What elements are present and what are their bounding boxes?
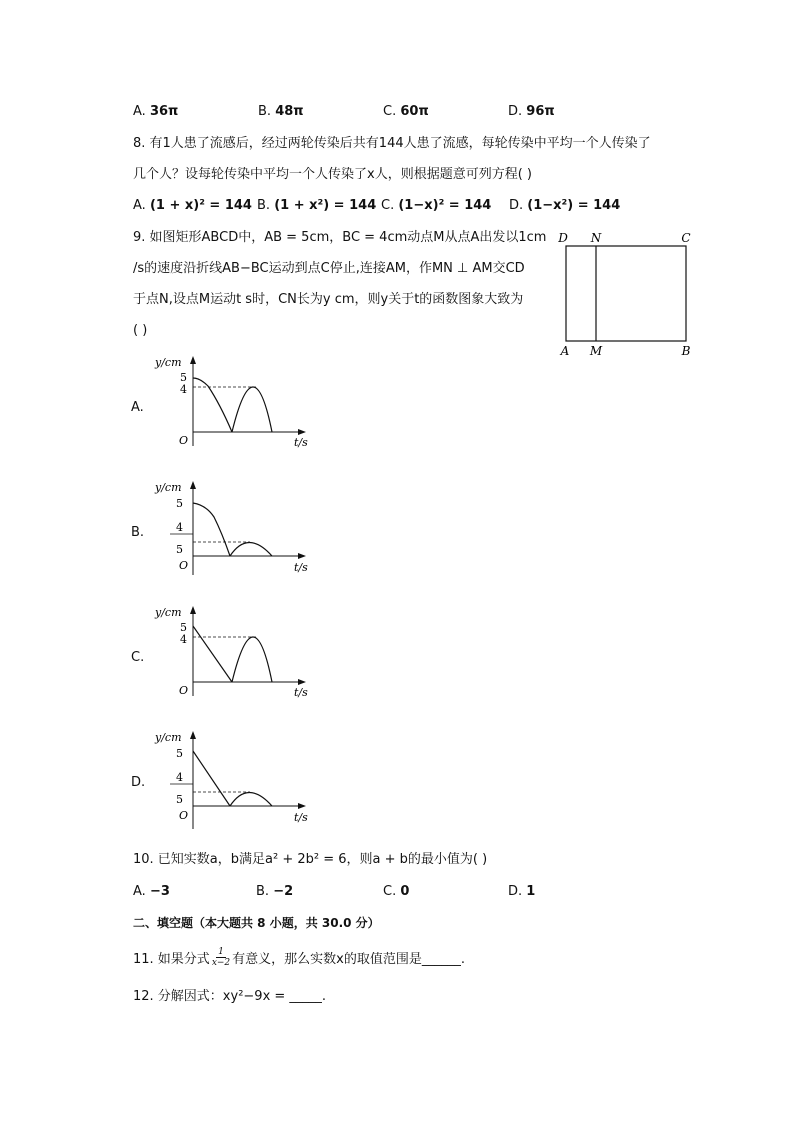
origin-label: O	[179, 684, 189, 697]
q9-line-3: 于点N,设点M运动t s时，CN长为y cm，则y关于t的函数图象大致为	[133, 292, 524, 307]
curve-arch	[232, 387, 272, 432]
curve-decreasing	[193, 378, 232, 432]
q11-post: 有意义，那么实数x的取值范围是______.	[232, 951, 465, 967]
q9-line-1: 9. 如图矩形ABCD中，AB = 5cm，BC = 4cm动点M从点A出发以1cm	[133, 230, 547, 245]
tick-label: 4	[180, 633, 187, 646]
option-letter: A.	[133, 104, 146, 119]
label-n: N	[590, 231, 602, 245]
curve-arch	[230, 543, 272, 557]
fraction-denominator: x−2	[211, 957, 231, 968]
rectangle-abcd	[566, 246, 686, 341]
y-axis-label: y/cm	[155, 356, 182, 369]
section-heading: 二、填空题（本大题共 8 小题，共 30.0 分）	[133, 916, 380, 930]
x-axis-arrow	[298, 429, 306, 435]
option-text: (1−x)² = 144	[398, 198, 492, 213]
origin-label: O	[179, 434, 189, 447]
x-axis-label: t/s	[294, 686, 308, 699]
q10-options	[133, 882, 653, 902]
option-text: 0	[400, 884, 410, 899]
option-text: 1	[526, 884, 536, 899]
option-letter: A.	[133, 198, 146, 213]
option-letter: B.	[256, 884, 270, 899]
option-text: (1−x²) = 144	[527, 198, 621, 213]
option-letter: C.	[383, 884, 397, 899]
option-letter: B.	[257, 198, 271, 213]
option-text: (1 + x²) = 144	[274, 198, 377, 213]
q10-stem: 10. 已知实数a，b满足a² + 2b² = 6，则a + b的最小值为( )	[133, 852, 488, 867]
q12: 12. 分解因式：xy²−9x = _____.	[133, 989, 327, 1004]
y-axis-label: y/cm	[155, 606, 182, 619]
option-text: 96π	[526, 104, 555, 119]
graph-option-b-letter: B.	[131, 525, 145, 540]
y-axis-arrow	[190, 606, 196, 614]
tick-label: 5	[176, 543, 183, 556]
fraction-numerator: 1	[218, 946, 224, 957]
option-text: 36π	[149, 104, 179, 119]
label-a: A	[560, 344, 570, 358]
x-axis-arrow	[298, 803, 306, 809]
x-axis-label: t/s	[294, 436, 308, 449]
option-letter: D.	[508, 104, 523, 119]
graph-option-d	[150, 725, 320, 835]
tick-label: 5	[176, 793, 183, 806]
tick-label: 5	[180, 621, 187, 634]
curve-arch	[232, 637, 272, 682]
option-text: 48π	[275, 104, 304, 119]
x-axis-label: t/s	[294, 561, 308, 574]
x-axis-arrow	[298, 553, 306, 559]
option-letter: B.	[258, 104, 272, 119]
q9-line-4: ( )	[133, 323, 148, 338]
q8-line-1: 8. 有1人患了流感后，经过两轮传染后共有144人患了流感，每轮传染中平均一个人传染了	[133, 136, 651, 151]
graph-option-a-letter: A.	[131, 400, 144, 415]
label-d: D	[558, 231, 568, 245]
graph-option-c-letter: C.	[131, 650, 145, 665]
graph-option-b	[150, 475, 320, 585]
option-letter: C.	[381, 198, 395, 213]
tick-label: 5	[180, 371, 187, 384]
q11	[133, 942, 465, 972]
tick-label: 4	[176, 521, 183, 534]
q8-options	[133, 196, 653, 216]
q11-fraction	[212, 947, 230, 968]
option-letter: D.	[508, 884, 523, 899]
y-axis-label: y/cm	[155, 481, 182, 494]
x-axis-arrow	[298, 679, 306, 685]
label-c: C	[681, 231, 691, 245]
q11-pre: 11. 如果分式	[133, 951, 210, 967]
option-letter: C.	[383, 104, 397, 119]
option-text: 60π	[400, 104, 429, 119]
q8-line-2: 几个人？设每轮传染中平均一个人传染了x人，则根据题意可列方程( )	[133, 167, 532, 182]
option-letter: D.	[509, 198, 524, 213]
option-text: −3	[149, 884, 170, 899]
tick-label: 4	[176, 771, 183, 784]
label-m: M	[589, 344, 603, 358]
y-axis-label: y/cm	[155, 731, 182, 744]
graph-option-a	[150, 350, 320, 460]
option-text: −2	[273, 884, 294, 899]
graph-option-d-letter: D.	[131, 775, 146, 790]
y-axis-arrow	[190, 731, 196, 739]
y-axis-arrow	[190, 356, 196, 364]
q9-line-2: /s的速度沿折线AB−BC运动到点C停止,连接AM，作MN ⊥ AM交CD	[133, 261, 525, 276]
rectangle-figure	[556, 228, 701, 363]
curve-decreasing	[193, 503, 230, 556]
graph-option-c	[150, 600, 320, 710]
y-axis-arrow	[190, 481, 196, 489]
curve-arch	[230, 793, 272, 807]
q7-options	[133, 102, 653, 122]
option-letter: A.	[133, 884, 146, 899]
tick-label: 4	[180, 383, 187, 396]
tick-label: 5	[176, 747, 183, 760]
option-text: (1 + x)² = 144	[149, 198, 252, 213]
label-b: B	[681, 344, 691, 358]
line-decreasing	[193, 626, 232, 682]
tick-label: 5	[176, 497, 183, 510]
origin-label: O	[179, 559, 189, 572]
origin-label: O	[179, 809, 189, 822]
x-axis-label: t/s	[294, 811, 308, 824]
line-decreasing	[193, 751, 230, 806]
